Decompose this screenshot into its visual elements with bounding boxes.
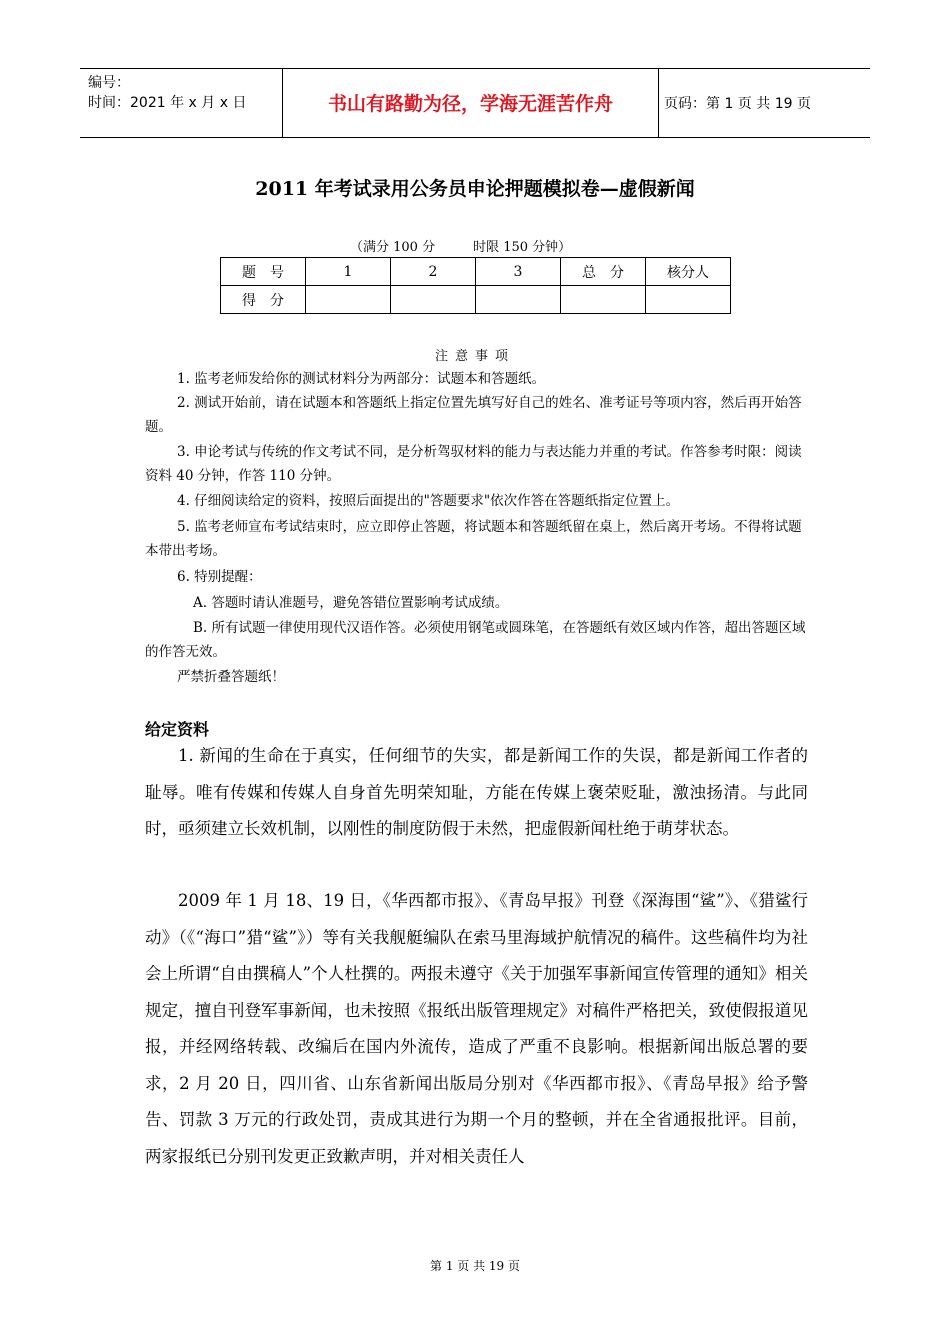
time-limit: 时限 150 分钟）	[473, 240, 572, 255]
score-table	[220, 257, 731, 314]
table-cell: 核分人	[646, 258, 731, 286]
header-divider	[658, 69, 659, 137]
body-paragraph: 2009 年 1 月 18、19 日，《华西都市报》、《青岛早报》刊登《深海围“鲨”》、《猎鲨行动》（《“海口”猎“鲨”》）等有关我舰艇编队在索马里海域护航情况的稿件。这些稿件均为社会上所谓“自由撰稿人”个人杜撰的。两报未遵守《关于加强军事新闻宣传管理的通知》相关规定，擅自刊登军事新闻，也未按照《报纸出版管理规定》对稿件严格把关，致使假报道见报，并经网络转载、改编后在国内外流传，造成了严重不良影响。根据新闻出版总署的要求，2 月 20 日，四川省、山东省新闻出版局分别对《华西都市报》、《青岛早报》给予警告、罚款 3 万元的行政处罚，责成其进行为期一个月的整顿，并在全省通报批评。目前，两家报纸已分别刊发更正致歉声明，并对相关责任人	[145, 891, 808, 1166]
table-cell	[391, 286, 476, 314]
note-item: 1. 监考老师发给你的测试材料分为两部分：试题本和答题纸。	[177, 371, 546, 387]
table-cell	[306, 286, 391, 314]
note-final: 严禁折叠答题纸！	[177, 669, 285, 685]
note-item: 4. 仔细阅读给定的资料，按照后面提出的"答题要求"依次作答在答题纸指定位置上。	[177, 493, 680, 509]
header-page-info: 页码：第 1 页 共 19 页	[664, 96, 811, 112]
note-item: 6. 特别提醒：	[177, 569, 262, 585]
section-title: 给定资料	[145, 720, 210, 739]
note-item: 2. 测试开始前，请在试题本和答题纸上指定位置先填写好自己的姓名、准考证号等项内容，然后再开始答题。	[145, 395, 802, 435]
header-slogan: 书山有路勤为径，学海无涯苦作舟	[327, 93, 613, 115]
table-cell	[646, 286, 731, 314]
table-cell: 题 号	[221, 258, 306, 286]
page-title: 2011 年考试录用公务员申论押题模拟卷—虚假新闻	[255, 178, 695, 200]
full-score: （满分 100 分	[350, 240, 436, 255]
table-cell	[561, 286, 646, 314]
table-cell: 得 分	[221, 286, 306, 314]
note-sub-item: B. 所有试题一律使用现代汉语作答。必须使用钢笔或圆珠笔，在答题纸有效区域内作答，超出答题区域的作答无效。	[145, 620, 806, 660]
score-table-header-row	[221, 258, 731, 286]
table-cell: 总 分	[561, 258, 646, 286]
header-left	[88, 73, 246, 113]
score-table-row	[221, 286, 731, 314]
note-item: 5. 监考老师宣布考试结束时，应立即停止答题，将试题本和答题纸留在桌上，然后离开考场。不得将试题本带出考场。	[145, 519, 802, 559]
table-cell: 3	[476, 258, 561, 286]
notes-title: 注意事项	[434, 349, 515, 364]
note-sub-item: A. 答题时请认准题号，避免答错位置影响考试成绩。	[193, 595, 509, 611]
note-item: 3. 申论考试与传统的作文考试不同，是分析驾驭材料的能力与表达能力并重的考试。作答参考时限：阅读资料 40 分钟，作答 110 分钟。	[145, 444, 802, 484]
exam-subtitle	[350, 236, 609, 255]
body-paragraph: 1. 新闻的生命在于真实，任何细节的失实，都是新闻工作的失误，都是新闻工作者的耻辱。唯有传媒和传媒人自身首先明荣知耻，方能在传媒上褒荣贬耻，激浊扬清。与此同时，亟须建立长效机制，以刚性的制度防假于未然，把虚假新闻杜绝于萌芽状态。	[145, 746, 808, 838]
number-label: 编号：	[88, 75, 130, 91]
page-header	[80, 68, 870, 138]
table-cell: 1	[306, 258, 391, 286]
table-cell: 2	[391, 258, 476, 286]
table-cell	[476, 286, 561, 314]
time-label: 时间：2021 年 x 月 x 日	[88, 95, 247, 111]
page-footer: 第 1 页 共 19 页	[430, 1259, 520, 1273]
